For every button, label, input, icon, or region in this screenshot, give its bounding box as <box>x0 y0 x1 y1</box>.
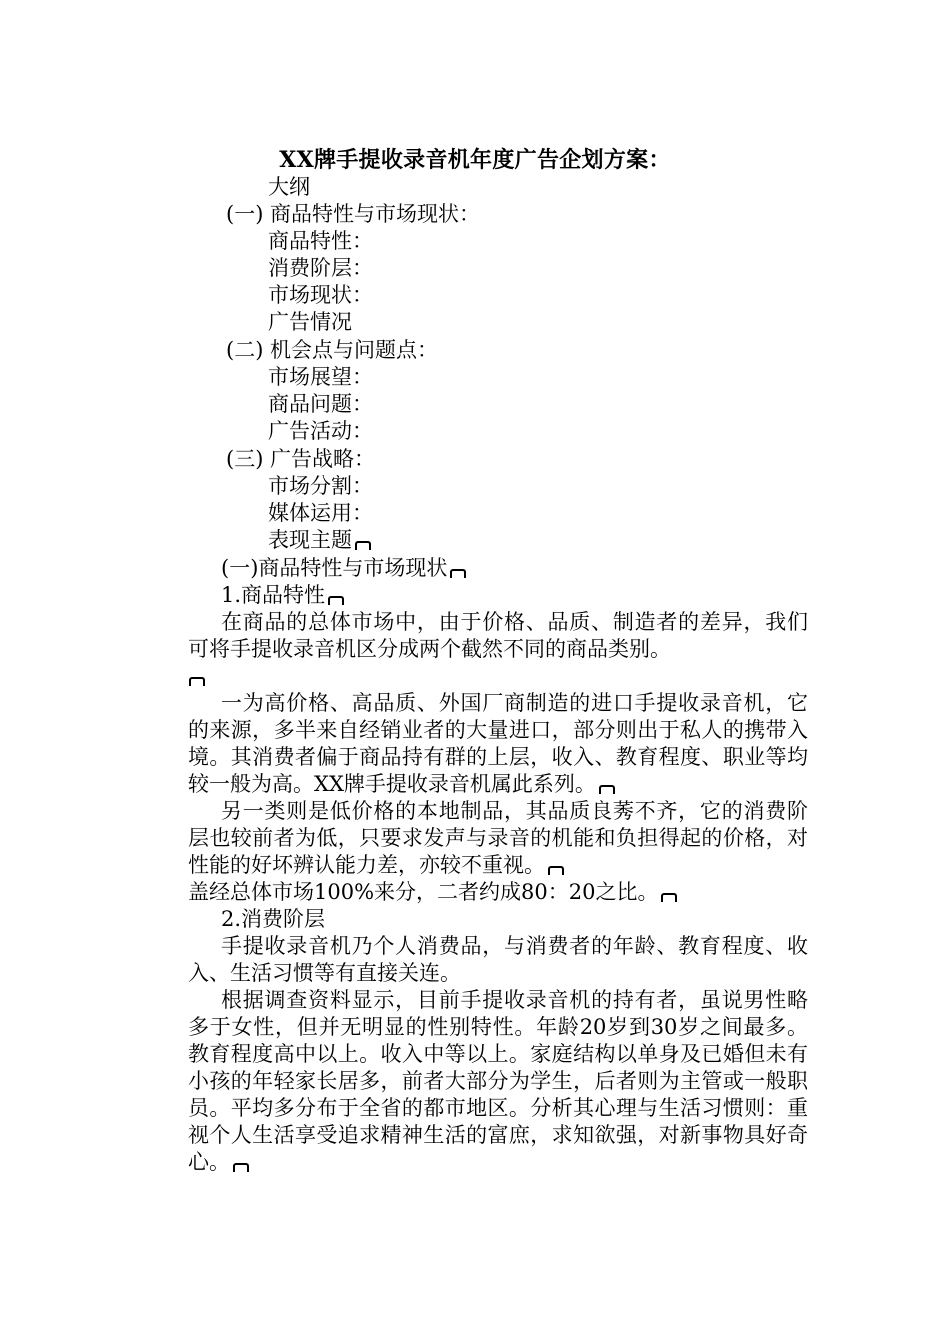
paragraph-mark-icon <box>327 594 345 604</box>
paragraph: 在商品的总体市场中，由于价格、品质、制造者的差异，我们可将手提收录音机区分成两个截然不同的商品类别。 <box>188 610 808 661</box>
outline-item: 商品特性： <box>268 229 373 253</box>
outline-item-last <box>268 527 372 554</box>
paragraph <box>188 879 808 906</box>
paragraph-mark-icon <box>232 1161 250 1171</box>
empty-paragraph <box>188 663 808 690</box>
paragraph-mark-icon <box>354 539 372 549</box>
outline-heading: 大纲 <box>268 175 310 199</box>
outline-item-text: 表现主题 <box>268 528 352 552</box>
paragraph-text: 另一类则是低价格的本地制品，其品质良莠不齐，它的消费阶层也较前者为低，只要求发声与录音的机能和负担得起的价格，对性能的好坏辨认能力差，亦较不重视。 <box>188 799 808 877</box>
paragraph <box>188 987 808 1176</box>
paragraph-text: 一为高价格、高品质、外国厂商制造的进口手提收录音机，它的来源，多半来自经销业者的大量进口，部分则出于私人的携带入境。其消费者偏于商品持有群的上层，收入、教育程度、职业等均较一般为高。XX牌手提收录音机属此系列。 <box>188 691 808 796</box>
outline-section-3: (三) 广告战略： <box>226 447 376 471</box>
subsection-heading: 2.消费阶层 <box>221 907 326 931</box>
outline-item: 市场现状： <box>268 283 373 307</box>
subsection-heading-text: 1.商品特性 <box>221 583 326 607</box>
outline-item: 媒体运用： <box>268 501 373 525</box>
outline-item: 商品问题： <box>268 392 373 416</box>
document-body <box>188 555 808 1176</box>
paragraph-mark-icon <box>598 783 616 793</box>
paragraph <box>188 798 808 879</box>
outline-item: 广告活动： <box>268 419 373 443</box>
outline-item: 市场展望： <box>268 365 373 389</box>
outline-section-2: (二) 机会点与问题点： <box>226 338 439 362</box>
outline-item: 市场分割： <box>268 474 373 498</box>
document-title: XX牌手提收录音机年度广告企划方案： <box>279 147 671 173</box>
paragraph <box>188 690 808 798</box>
paragraph-mark-icon <box>660 891 678 901</box>
outline-section-1: (一) 商品特性与市场现状： <box>226 202 481 226</box>
section-heading-text: (一)商品特性与市场现状 <box>221 556 448 580</box>
subsection-heading <box>188 582 808 609</box>
outline-item: 消费阶层： <box>268 256 373 280</box>
section-heading <box>188 555 808 582</box>
paragraph-mark-icon <box>188 675 206 685</box>
paragraph-text: 盖经总体市场100%来分，二者约成80：20之比。 <box>188 880 659 904</box>
paragraph: 手提收录音机乃个人消费品，与消费者的年龄、教育程度、收入、生活习惯等有直接关连。 <box>188 934 808 985</box>
outline-item: 广告情况 <box>268 310 352 334</box>
paragraph-mark-icon <box>547 864 565 874</box>
paragraph-text: 根据调查资料显示，目前手提收录音机的持有者，虽说男性略多于女性，但并无明显的性别特性。年龄20岁到30岁之间最多。教育程度高中以上。收入中等以上。家庭结构以单身及已婚但未有小孩的年轻家长居多，前者大部分为学生，后者则为主管或一般职员。平均多分布于全省的都市地区。分析其心理与生活习惯则：重视个人生活享受追求精神生活的富庶，求知欲强，对新事物具好奇心。 <box>188 988 808 1174</box>
paragraph-mark-icon <box>449 567 467 577</box>
